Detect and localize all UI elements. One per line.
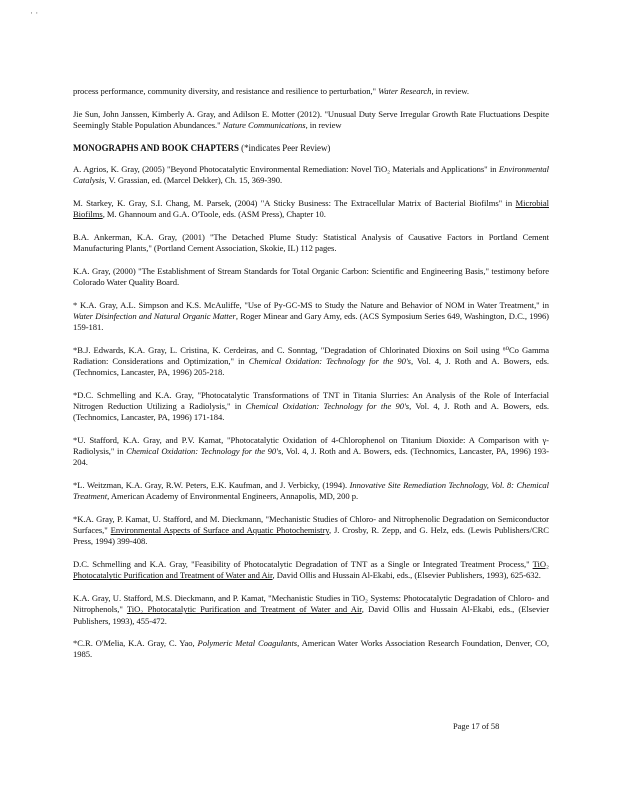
citation-text: B.A. Ankerman, K.A. Gray, (2001) "The Detached Plume Study: Statistical Analysis of Causative Factors in Portland Cement Manufacturing Plants," (Portland Cement Association, Skokie, IL) 112 pages. <box>73 231 549 254</box>
reference-entry <box>73 86 549 97</box>
citation-text: , David Ollis and Hussain Al-Ekabi, eds., (Elsevier Publishers, 1993), 455-472. <box>73 604 550 626</box>
underlined-title: TiO₂ Photocatalytic Purification and Treatment of Water and Air <box>126 604 362 615</box>
citation-text: M. Starkey, K. Gray, S.I. Chang, M. Parsek, (2004) "A Sticky Business: The Extracellular Matrix of Bacterial Biofilms" in <box>73 198 516 209</box>
citation-text: , in review <box>305 119 342 130</box>
reference-entry <box>73 109 549 131</box>
citation-text: *B.J. Edwards, K.A. Gray, L. Cristina, K. Cerdeiras, and C. Sonntag, "Degradation of Chlorinated Dioxins on Soil using ⁶⁰Co Gamma Radiation: Considerations and Optimization," in <box>73 344 549 367</box>
citation-text: * K.A. Gray, A.L. Simpson and K.S. McAuliffe, "Use of Py-GC-MS to Study the Nature and Behavior of NOM in Water Treatment," in <box>73 299 549 310</box>
citation-text: *L. Weitzman, K.A. Gray, R.W. Peters, E.K. Kaufman, and J. Verbicky, (1994). <box>73 480 350 491</box>
citation-text: K.A. Gray, (2000) "The Establishment of Stream Standards for Total Organic Carbon: Scientific and Engineering Basis," testimony before Colorado Water Quality Board. <box>73 265 549 288</box>
italic-title: Polymeric Metal Coagulants <box>197 638 298 649</box>
citation-text: , V. Grassian, ed. (Marcel Dekker), Ch. 15, 369-390. <box>104 175 283 186</box>
citation-text: , Vol. 4, J. Roth and A. Bowers, eds. (Technomics, Lancaster, PA, 1996) 171-184. <box>73 401 549 423</box>
monograph-entry <box>73 514 549 548</box>
scan-corner-mark: · · <box>30 8 39 18</box>
italic-title: Chemical Oxidation: Technology for the 90's <box>245 401 410 412</box>
underlined-title: Microbial Biofilms <box>73 198 549 220</box>
citation-text: , American Academy of Environmental Engineers, Annapolis, MD, 200 p. <box>107 491 359 502</box>
citation-text: *D.C. Schmelling and K.A. Gray, "Photocatalytic Transformations of TNT in Titania Slurries: An Analysis of the Role of Interfacial Nitrogen Reduction Utilizing a Radiolysis," in <box>73 389 549 412</box>
monograph-entry <box>73 390 549 424</box>
citation-text: , Vol. 4, J. Roth and A. Bowers, eds. (Technomics, Lancaster, PA, 1996) 205-218. <box>73 356 549 378</box>
citation-text: , American Water Works Association Research Foundation, Denver, CO, 1985. <box>73 638 550 660</box>
citation-text: , Vol. 4, J. Roth and A. Bowers, eds. (Technomics, Lancaster, PA, 1996) 193-204. <box>73 446 549 468</box>
citation-text: *U. Stafford, K.A. Gray, and P.V. Kamat, "Photocatalytic Oxidation of 4-Chlorophenol on Titanium Dioxide: A Comparison with γ-Radiolysis," in <box>73 435 549 457</box>
monograph-entry <box>73 300 549 334</box>
italic-title: Innovative Site Remediation Technology, Vol. 8: Chemical Treatment <box>73 480 549 502</box>
monograph-entry <box>73 232 549 254</box>
monograph-entry <box>73 266 549 288</box>
italic-title: Water Research <box>378 86 432 96</box>
citation-text: , David Ollis and Hussain Al-Ekabi, eds., (Elsevier Publishers, 1993), 625-632. <box>272 570 541 581</box>
monograph-entry <box>73 593 549 627</box>
italic-title: Environmental Catalysis <box>73 164 549 186</box>
page-number: Page 17 of 58 <box>453 722 500 731</box>
monograph-entry <box>73 480 549 502</box>
citation-text: K.A. Gray, U. Stafford, M.S. Dieckmann, and P. Kamat, "Mechanistic Studies in TiO₂ Systems: Photocatalytic Degradation of Chloro- and Nitrophenols," <box>73 593 549 615</box>
section-heading <box>73 143 549 153</box>
italic-title: Chemical Oxidation: Technology for the 90's <box>248 356 411 367</box>
citation-text: process performance, community diversity, and resistance and resilience to perturbation," <box>73 86 379 96</box>
intro-references <box>73 86 549 131</box>
monograph-entry <box>73 198 549 220</box>
citation-text: *C.R. O'Melia, K.A. Gray, C. Yao, <box>73 638 198 649</box>
monograph-entry <box>73 164 549 186</box>
citation-text: *K.A. Gray, P. Kamat, U. Stafford, and M. Dieckmann, "Mechanistic Studies of Chloro- and Nitrophenolic Degradation on Semiconductor Surfaces," <box>73 514 549 536</box>
citation-text: A. Agrios, K. Gray, (2005) "Beyond Photocatalytic Environmental Remediation: Novel TiO₂ Materials and Applications" in <box>73 164 499 175</box>
italic-title: Chemical Oxidation: Technology for the 90's <box>126 446 282 457</box>
citation-text: , Roger Minear and Gary Amy, eds. (ACS Symposium Series 649, Washington, D.C., 1996) 159-181. <box>73 310 549 333</box>
document-page <box>73 86 549 672</box>
underlined-title: TiO₂ Photocatalytic Purification and Treatment of Water and Air <box>73 559 549 581</box>
underlined-title: Environmental Aspects of Surface and Aquatic Photochemistry <box>110 525 329 536</box>
italic-title: Nature Communications <box>222 119 306 130</box>
monograph-list <box>73 164 549 661</box>
citation-text: D.C. Schmelling and K.A. Gray, "Feasibility of Photocatalytic Degradation of TNT as a Single or Integrated Treatment Process," <box>73 559 533 570</box>
italic-title: Water Disinfection and Natural Organic Matter <box>73 310 236 321</box>
citation-text: , M. Ghannoum and G.A. O'Toole, eds. (ASM Press), Chapter 10. <box>102 209 326 220</box>
citation-text: Jie Sun, John Janssen, Kimberly A. Gray, and Adilson E. Motter (2012). "Unusual Duty Serve Irregular Growth Rate Fluctuations Despite Seemingly Stable Population Abundances." <box>73 108 549 130</box>
section-title: MONOGRAPHS AND BOOK CHAPTERS <box>73 142 239 153</box>
monograph-entry <box>73 559 549 581</box>
monograph-entry <box>73 638 549 660</box>
monograph-entry <box>73 345 549 379</box>
citation-text: , in review. <box>431 86 469 96</box>
citation-text: , J. Crosby, R. Zepp, and G. Helz, eds. (Lewis Publishers/CRC Press, 1994) 399-408. <box>73 525 549 547</box>
section-note: (*indicates Peer Review) <box>241 142 331 153</box>
monograph-entry <box>73 435 549 469</box>
